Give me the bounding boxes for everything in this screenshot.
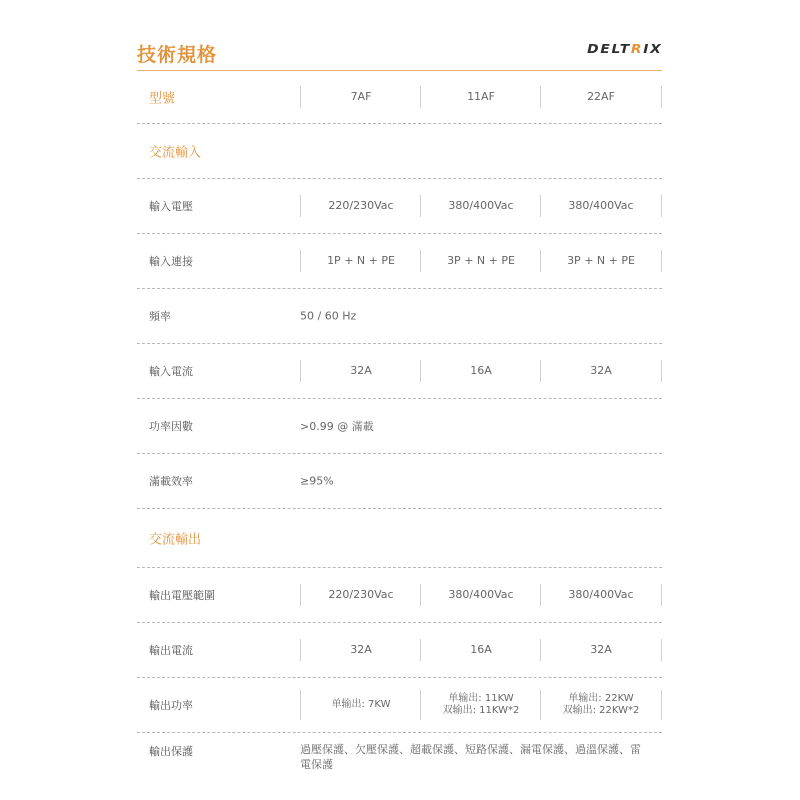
page-title: 技術規格: [137, 44, 218, 66]
output-voltage-11af: 380/400Vac: [420, 584, 541, 606]
output-power-22af: [540, 690, 662, 720]
output-power-row: [137, 678, 662, 733]
input-connection-label: 輸入連接: [149, 255, 193, 268]
power-factor-label: 功率因數: [149, 420, 193, 433]
output-power-11af: [420, 690, 541, 720]
output-voltage-label: 輸出電壓範圍: [149, 589, 215, 602]
input-connection-7af: 1P + N + PE: [300, 250, 421, 272]
output-protection-row: [137, 733, 662, 783]
section-ac-input: [137, 124, 662, 179]
section-ac-output: [137, 509, 662, 568]
input-connection-22af: 3P + N + PE: [540, 250, 662, 272]
output-voltage-22af: 380/400Vac: [540, 584, 662, 606]
power-factor-value: >0.99 @ 滿載: [300, 420, 374, 433]
output-current-22af: 32A: [540, 639, 662, 661]
spec-sheet: [137, 36, 662, 783]
power-factor-row: [137, 399, 662, 454]
input-current-22af: 32A: [540, 360, 662, 382]
output-voltage-row: [137, 568, 662, 623]
output-power-22af-line2: 双输出: 22KW*2: [562, 705, 640, 716]
input-current-7af: 32A: [300, 360, 421, 382]
model-label: 型號: [149, 91, 176, 107]
input-voltage-22af: 380/400Vac: [540, 195, 662, 217]
output-power-7af: [300, 690, 421, 720]
output-protection-label: 輸出保護: [149, 745, 193, 758]
section-ac-input-label: 交流輸入: [149, 145, 202, 161]
model-7af: 7AF: [300, 86, 421, 108]
input-voltage-7af: 220/230Vac: [300, 195, 421, 217]
output-current-row: [137, 623, 662, 678]
output-power-11af-line1: 单输出: 11KW: [448, 692, 514, 704]
input-voltage-11af: 380/400Vac: [420, 195, 541, 217]
output-current-7af: 32A: [300, 639, 421, 661]
input-voltage-row: [137, 179, 662, 234]
output-power-label: 輸出功率: [149, 699, 193, 712]
frequency-label: 頻率: [149, 310, 171, 323]
output-protection-value: 過壓保護、欠壓保護、超載保護、短路保護、漏電保護、過溫保護、雷電保護: [300, 743, 641, 771]
model-22af: 22AF: [540, 86, 662, 108]
input-current-row: [137, 344, 662, 399]
frequency-value: 50 / 60 Hz: [300, 309, 357, 323]
output-power-22af-line1: 单输出: 22KW: [568, 692, 634, 704]
logo-accent: R: [630, 42, 643, 56]
model-row: [137, 71, 662, 124]
efficiency-value: ≥95%: [300, 474, 334, 488]
output-current-11af: 16A: [420, 639, 541, 661]
efficiency-row: [137, 454, 662, 509]
input-connection-11af: 3P + N + PE: [420, 250, 541, 272]
output-power-7af-line1: 单输出: 7KW: [331, 698, 391, 710]
input-current-label: 輸入電流: [149, 365, 193, 378]
logo-part1: DELT: [586, 42, 631, 56]
input-voltage-label: 輸入電壓: [149, 200, 193, 213]
model-11af: 11AF: [420, 86, 541, 108]
input-current-11af: 16A: [420, 360, 541, 382]
output-current-label: 輸出電流: [149, 644, 193, 657]
section-ac-output-label: 交流輸出: [149, 532, 202, 548]
frequency-row: [137, 289, 662, 344]
efficiency-label: 滿載效率: [149, 475, 193, 488]
spec-header: [137, 36, 662, 71]
output-voltage-7af: 220/230Vac: [300, 584, 421, 606]
output-power-11af-line2: 双输出: 11KW*2: [442, 705, 520, 716]
brand-logo: [587, 42, 662, 56]
logo-part2: IX: [642, 42, 662, 56]
input-connection-row: [137, 234, 662, 289]
